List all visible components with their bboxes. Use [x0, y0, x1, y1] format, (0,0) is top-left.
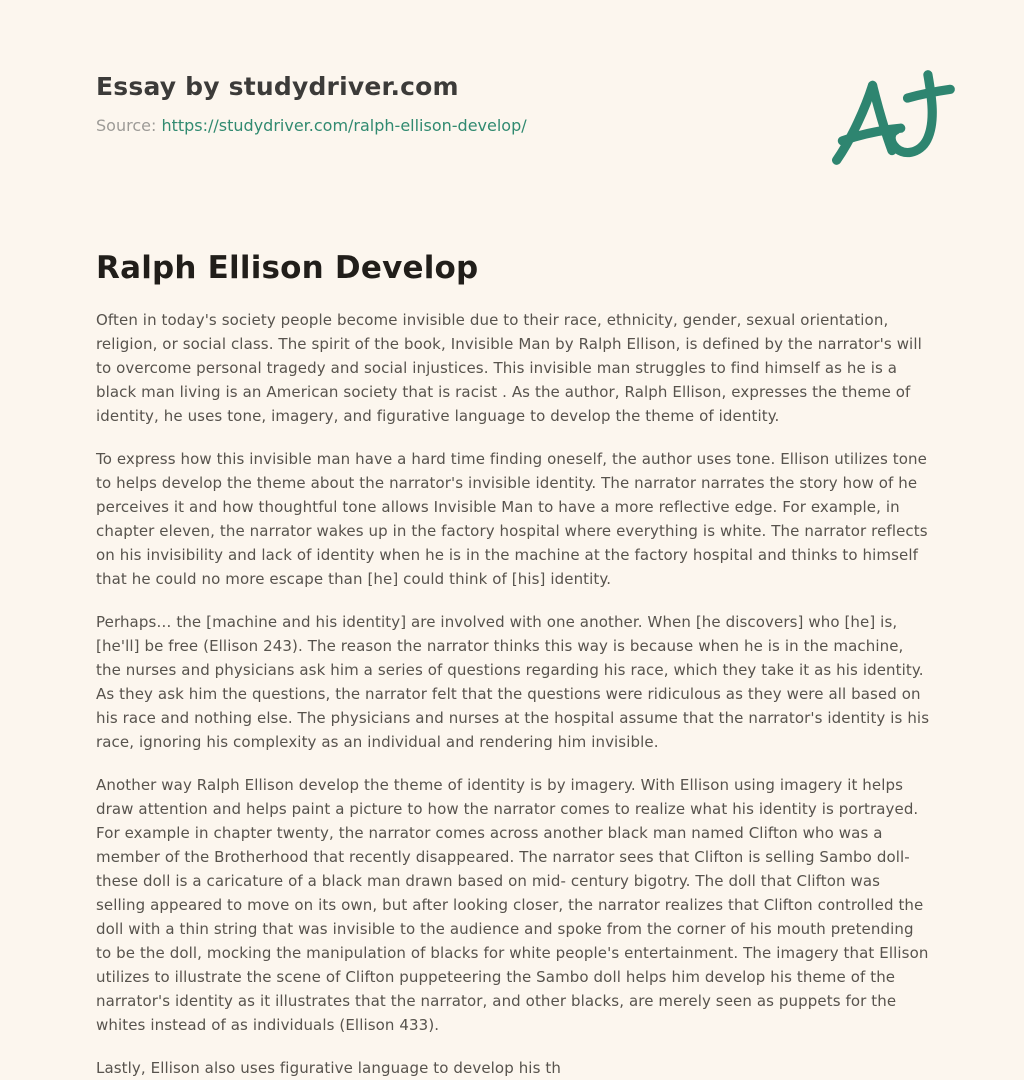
essay-paragraph: Another way Ralph Ellison develop the theme of identity is by imagery. With Ellison using imagery it helps draw attention and helps paint a picture to how the narrator comes to realize what his identity is portrayed. For example in chapter twenty, the narrator comes across another black man named Clifton who was a member of the Brotherhood that recently disappeared. The narrator sees that Clifton is selling Sambo doll- these doll is a caricature of a black man drawn based on mid- century bigotry. The doll that Clifton was selling appeared to move on its own, but after looking closer, the narrator realizes that Clifton controlled the doll with a thin string that was invisible to the audience and spoke from the corner of his mouth pretending to be the doll, mocking the manipulation of blacks for white people's entertainment. The imagery that Ellison utilizes to illustrate the scene of Clifton puppeteering the Sambo doll helps him develop his theme of the narrator's identity as it illustrates that the narrator, and other blacks, are merely seen as puppets for the whites instead of as individuals (Ellison 433). — [96, 776, 929, 1034]
source-link[interactable]: https://studydriver.com/ralph-ellison-develop/ — [161, 116, 527, 135]
source-line — [96, 116, 527, 135]
essay-body — [96, 308, 930, 1080]
essay-paragraph: Lastly, Ellison also uses figurative language to develop his th — [96, 1059, 561, 1077]
essay-paragraph: Often in today's society people become invisible due to their race, ethnicity, gender, sexual orientation, religion, or social class. The spirit of the book, Invisible Man by Ralph Ellison, is defined by the narrator's will to overcome personal tragedy and social injustices. This invisible man struggles to find himself as he is a black man living is an American society that is racist . As the author, Ralph Ellison, expresses the theme of identity, he uses tone, imagery, and figurative language to develop the theme of identity. — [96, 311, 922, 425]
page-title: Ralph Ellison Develop — [96, 250, 479, 286]
essay-paragraph: To express how this invisible man have a hard time finding oneself, the author uses tone. Ellison utilizes tone to helps develop the theme about the narrator's invisible identity. The narrator narrates the story how of he perceives it and how thoughtful tone allows Invisible Man to have a more reflective edge. For example, in chapter eleven, the narrator wakes up in the factory hospital where everything is white. The narrator reflects on his invisibility and lack of identity when he is in the machine at the factory hospital and thinks to himself that he could no more escape than [he] could think of [his] identity. — [96, 450, 928, 588]
header-title: Essay by studydriver.com — [96, 72, 459, 101]
a-plus-logo-icon — [820, 66, 962, 168]
source-label: Source: — [96, 116, 157, 135]
page-header — [96, 64, 930, 168]
essay-paragraph: Perhaps… the [machine and his identity] are involved with one another. When [he discovers] who [he] is, [he'll] be free (Ellison 243). The reason the narrator thinks this way is because when he is in the machine, the nurses and physicians ask him a series of questions regarding his race, which they take it as his identity. As they ask him the questions, the narrator felt that the questions were ridiculous as they were all based on his race and nothing else. The physicians and nurses at the hospital assume that the narrator's identity is his race, ignoring his complexity as an individual and rendering him invisible. — [96, 613, 930, 751]
header-text-block — [96, 64, 527, 135]
